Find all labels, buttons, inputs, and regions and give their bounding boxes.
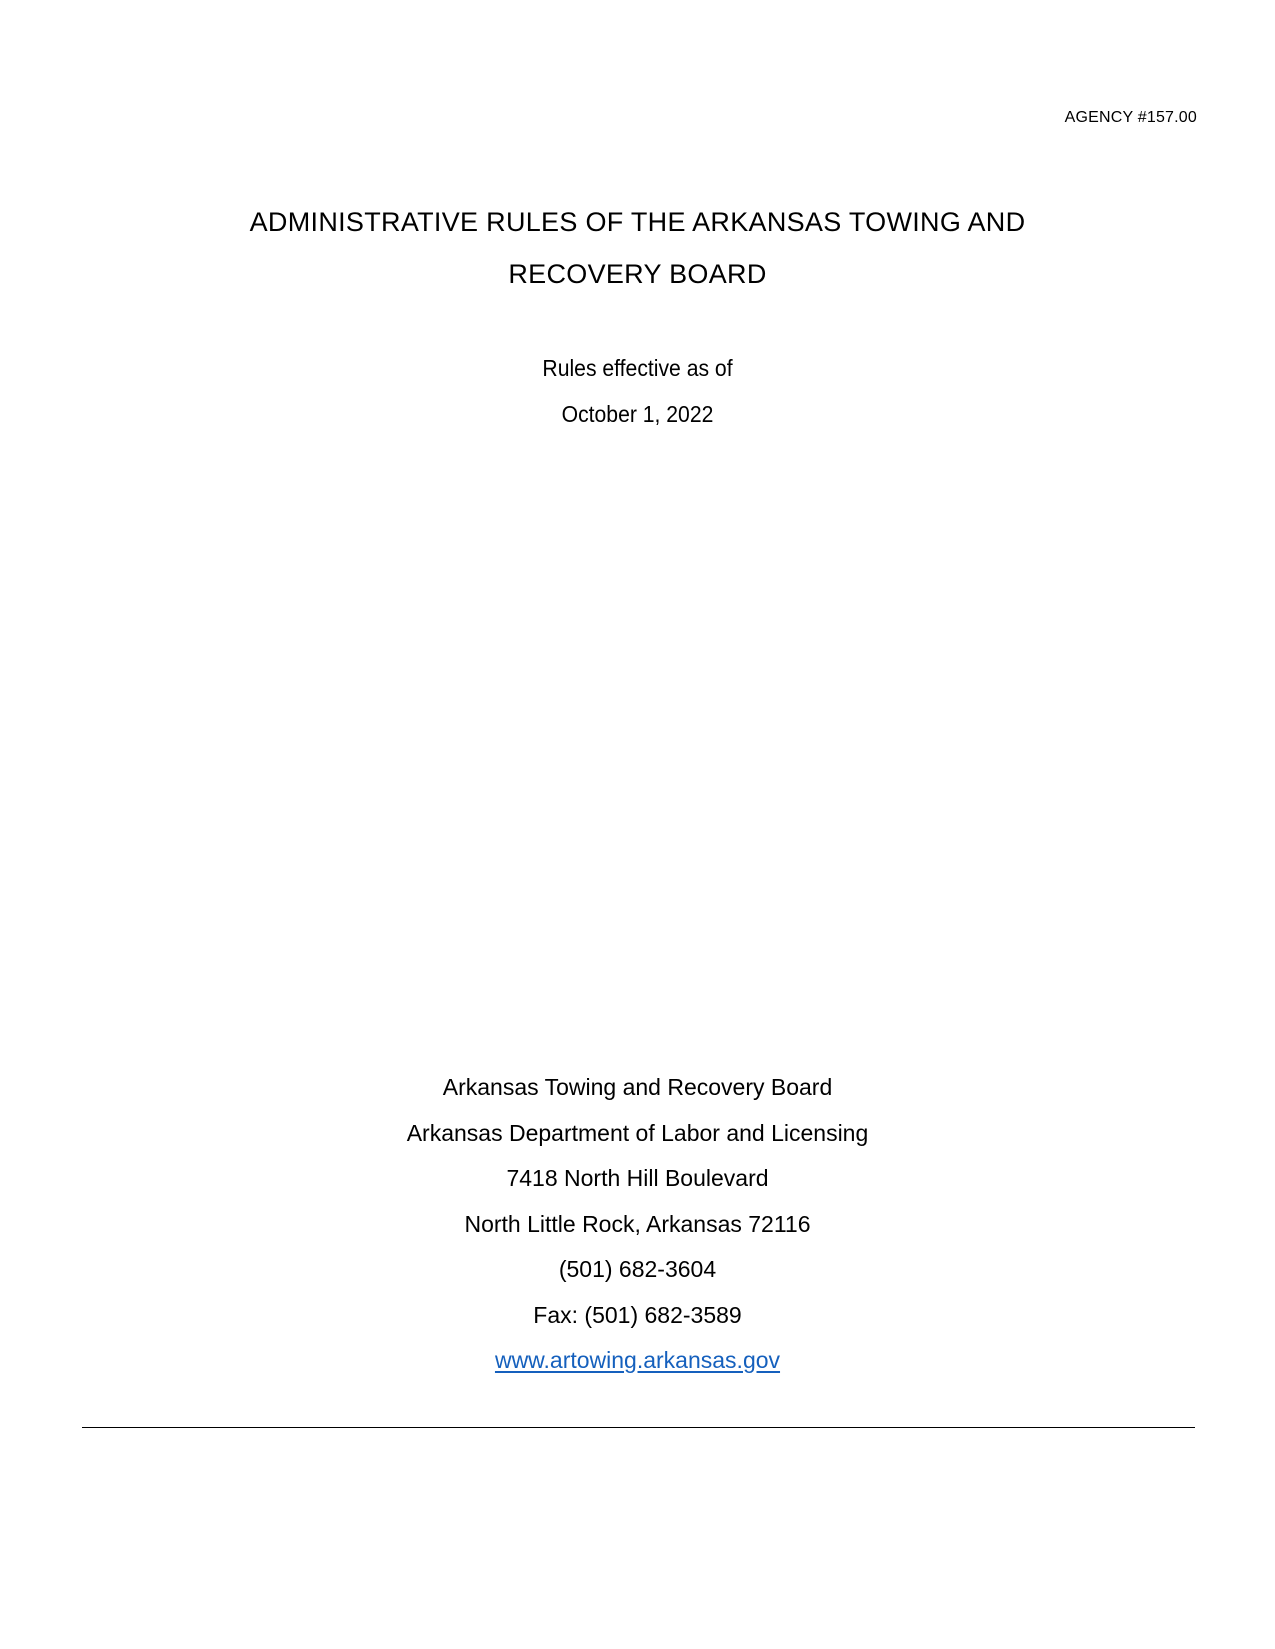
phone-number: (501) 682-3604	[558, 1256, 717, 1282]
website-link[interactable]: www.artowing.arkansas.gov	[494, 1347, 781, 1373]
street-address: 7418 North Hill Boulevard	[506, 1165, 769, 1191]
title-line-2: RECOVERY BOARD	[508, 259, 767, 289]
board-name: Arkansas Towing and Recovery Board	[442, 1074, 833, 1100]
city-state-zip: North Little Rock, Arkansas 72116	[464, 1210, 811, 1237]
effective-date: October 1, 2022	[561, 401, 714, 427]
horizontal-divider	[82, 1427, 1195, 1428]
contact-block	[0, 1065, 1275, 1384]
effective-label: Rules effective as of	[542, 355, 733, 381]
document-title	[0, 196, 1275, 300]
effective-date-block	[51, 345, 1224, 437]
title-line-1: ADMINISTRATIVE RULES OF THE ARKANSAS TOWING AND	[249, 207, 1026, 237]
department-name: Arkansas Department of Labor and Licensing	[406, 1119, 869, 1146]
agency-number: AGENCY #157.00	[1064, 109, 1197, 126]
fax-number: Fax: (501) 682-3589	[533, 1301, 742, 1328]
